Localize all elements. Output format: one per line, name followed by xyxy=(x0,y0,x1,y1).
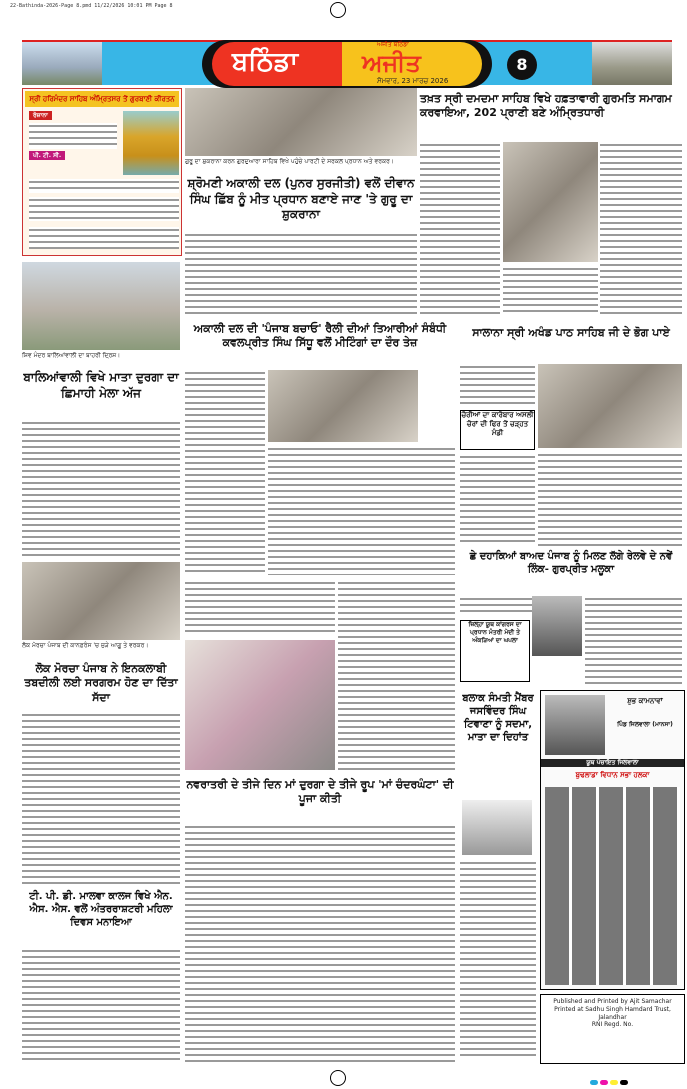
photo-caption: ਸ਼ਿਵ ਮੰਦਰ ਬਾਲਿਆਂਵਾਲੀ ਦਾ ਬਾਹਰੀ ਦ੍ਰਿਸ਼। xyxy=(22,352,121,359)
masthead-title-left: ਬਠਿੰਡਾ xyxy=(232,47,299,77)
greeting-title: ਸ਼ੁਭ ਕਾਮਨਾਵਾਂ xyxy=(627,697,663,705)
headline: ਤਖ਼ਤ ਸ੍ਰੀ ਦਮਦਮਾ ਸਾਹਿਬ ਵਿਖੇ ਹਫ਼ਤਾਵਾਰੀ ਗੁਰਮਤਿ ਸਮਾਗਮ ਕਰਵਾਇਆ, 202 ਪ੍ਰਾਣੀ ਬਣੇ ਅੰਮ੍ਰਿਤਧਾਰੀ xyxy=(420,92,672,120)
greeting-subtitle: ਪਿੰਡ ਜਿਲਵਾਲਾ (ਮਾਨਸਾ) xyxy=(617,721,673,728)
color-registration-marks xyxy=(590,1070,630,1089)
logo xyxy=(202,40,492,88)
temple-photo xyxy=(22,262,180,350)
obituary-photo xyxy=(462,800,532,855)
photo-caption: ਲੋਕ ਮੋਰਚਾ ਪੰਜਾਬ ਦੀ ਕਾਨਫ਼ਰੰਸ 'ਚ ਜੁੜੇ ਆਗੂ ਤੇ ਵਰਕਰ। xyxy=(22,642,149,649)
portrait-grid xyxy=(545,787,680,985)
ad-tag-ptc: ਪੀ. ਟੀ. ਸੀ. xyxy=(29,151,65,160)
greeting-ad xyxy=(540,690,685,990)
headline: ਨਵਰਾਤਰੀ ਦੇ ਤੀਜੇ ਦਿਨ ਮਾਂ ਦੁਰਗਾ ਦੇ ਤੀਜੇ ਰੂਪ 'ਮਾਂ ਚੰਦਰਘੰਟਾ' ਦੀ ਪੂਜਾ ਕੀਤੀ xyxy=(186,778,454,806)
masthead xyxy=(22,40,672,85)
imprint-line: RNI Regd. No. xyxy=(591,1021,634,1029)
fort-image xyxy=(592,42,672,85)
headline: ਟੀ. ਪੀ. ਡੀ. ਮਾਲਵਾ ਕਾਲਜ ਵਿਖੇ ਐਨ. ਐਸ. ਐਸ. ਵਲੋਂ ਅੰਤਰਰਾਸ਼ਟਰੀ ਮਹਿਲਾ ਦਿਵਸ ਮਨਾਇਆ xyxy=(29,891,173,928)
masthead-subtitle: ਅਜੀਤ ਬਠਿੰਡਾ xyxy=(377,41,409,48)
imprint-box xyxy=(540,994,685,1064)
conference-photo xyxy=(22,562,180,640)
headline: ਲੋਕ ਮੋਰਚਾ ਪੰਜਾਬ ਨੇ ਇਨਕਲਾਬੀ ਤਬਦੀਲੀ ਲਈ ਸਰਗਰਮ ਹੋਣ ਦਾ ਦਿੱਤਾ ਸੱਦਾ xyxy=(24,662,178,704)
masthead-title-right: ਅਜੀਤ xyxy=(362,49,421,77)
portrait-photo xyxy=(532,596,582,656)
headline: ਸ਼੍ਰੋਮਣੀ ਅਕਾਲੀ ਦਲ (ਪੁਨਰ ਸੁਰਜੀਤੀ) ਵਲੋਂ ਦੀਵਾਨ ਸਿੰਘ ਛਿੱਬ ਨੂੰ ਮੀਤ ਪ੍ਰਧਾਨ ਬਣਾਏ ਜਾਣ 'ਤੇ ਗੁਰੂ ਦਾ ਸ਼ੁਕਰਾਨਾ xyxy=(187,176,415,222)
photo-caption: ਗੁਰੂ ਦਾ ਸ਼ੁਕਰਾਨਾ ਕਰਨ ਗੁਰਦੁਆਰਾ ਸਾਹਿਬ ਵਿਖੇ ਪਹੁੰਚੇ ਪਾਰਟੀ ਦੇ ਸਰਕਲ ਪ੍ਰਧਾਨ ਅਤੇ ਵਰਕਰ। xyxy=(185,158,394,165)
print-slug: 22-Bathinda-2026-Page 8.pmd 11/22/2026 10:01 PM Page 8 xyxy=(10,3,173,9)
bhog-photo xyxy=(538,364,682,448)
headline: ਬਲਾਕ ਸੰਮਤੀ ਮੈਂਬਰ ਜਸਵਿੰਦਰ ਸਿੰਘ ਟਿਵਾਣਾ ਨੂੰ ਸਦਮਾ, ਮਾਤਾ ਦਾ ਦਿਹਾਂਤ xyxy=(462,693,534,743)
page-number: 8 xyxy=(507,50,537,80)
imprint-line: Published and Printed by Ajit Samachar xyxy=(553,998,672,1005)
sub-headline-box: ਜ਼ਿਲ੍ਹਾ ਯੂਥ ਕਾਂਗਰਸ ਦਾ ਪ੍ਰਧਾਨ ਮੰਤਰੀ ਮੋਦੀ ਤੇ ਅੰਕੜਿਆਂ ਦਾ ਘਪਲਾ xyxy=(460,620,530,682)
greeting-footer: ਬੁਢਲਾਡਾ ਵਿਧਾਨ ਸਭਾ ਹਲਕਾ xyxy=(575,771,650,779)
greeting-banner: ਯੂਥ ਪੰਚਾਇਤ ਜਿਲਵਾਲਾ xyxy=(541,759,684,767)
headline: ਸਾਲਾਨਾ ਸ੍ਰੀ ਅਖੰਡ ਪਾਠ ਸਾਹਿਬ ਜੀ ਦੇ ਭੋਗ ਪਾਏ xyxy=(472,326,670,339)
imprint-line: Printed at Sadhu Singh Hamdard Trust, Jalandhar xyxy=(554,1005,671,1021)
power-plant-image xyxy=(22,42,102,85)
headline: ਬਾਲਿਆਂਵਾਲੀ ਵਿਖੇ ਮਾਤਾ ਦੁਰਗਾ ਦਾ ਛਿਮਾਹੀ ਮੇਲਾ ਅੱਜ xyxy=(23,370,179,400)
ad-tag-daily: ਰੋਜ਼ਾਨਾ xyxy=(29,111,52,120)
ad-title: ਸ੍ਰੀ ਹਰਿਮੰਦਰ ਸਾਹਿਬ ਅੰਮ੍ਰਿਤਸਰ ਤੋਂ ਗੁਰਬਾਣੀ ਕੀਰਤਨ xyxy=(25,91,179,107)
kirtan-ad xyxy=(22,88,182,256)
headline: ਅਕਾਲੀ ਦਲ ਦੀ 'ਪੰਜਾਬ ਬਚਾਓ' ਰੈਲੀ ਦੀਆਂ ਤਿਆਰੀਆਂ ਸੰਬੰਧੀ ਕਵਲਪ੍ਰੀਤ ਸਿੰਘ ਸਿੱਧੂ ਵਲੋਂ ਮੀਟਿੰਗਾਂ ਦਾ ਦੌਰ ਤੇਜ਼ xyxy=(193,322,447,350)
portrait-photo xyxy=(545,695,605,755)
crop-mark xyxy=(330,1070,346,1086)
akali-dal-photo xyxy=(185,88,417,156)
issue-date: ਸੋਮਵਾਰ, 23 ਮਾਰਚ 2026 xyxy=(377,77,449,85)
headline: ਛੇ ਦਹਾਕਿਆਂ ਬਾਅਦ ਪੰਜਾਬ ਨੂੰ ਮਿਲਣ ਲੱਗੇ ਰੇਲਵੇ ਦੇ ਨਵੇਂ ਲਿੰਕ- ਗੁਰਪ੍ਰੀਤ ਮਲੂਕਾ xyxy=(469,551,673,575)
puja-photo xyxy=(185,640,335,770)
amrit-photo xyxy=(503,142,598,262)
crop-mark xyxy=(330,2,346,18)
golden-temple-image xyxy=(123,111,179,175)
sub-headline-box: ਚੋਰੀਆਂ ਦਾ ਕਾਰੋਬਾਰ ਅਸਲੀ ਚੋਰਾਂ ਦੀ ਫਿਰ ਤੋਂ ਚੜ੍ਹਤ ਮੰਡੀ xyxy=(460,410,535,450)
meeting-photo xyxy=(268,370,418,442)
